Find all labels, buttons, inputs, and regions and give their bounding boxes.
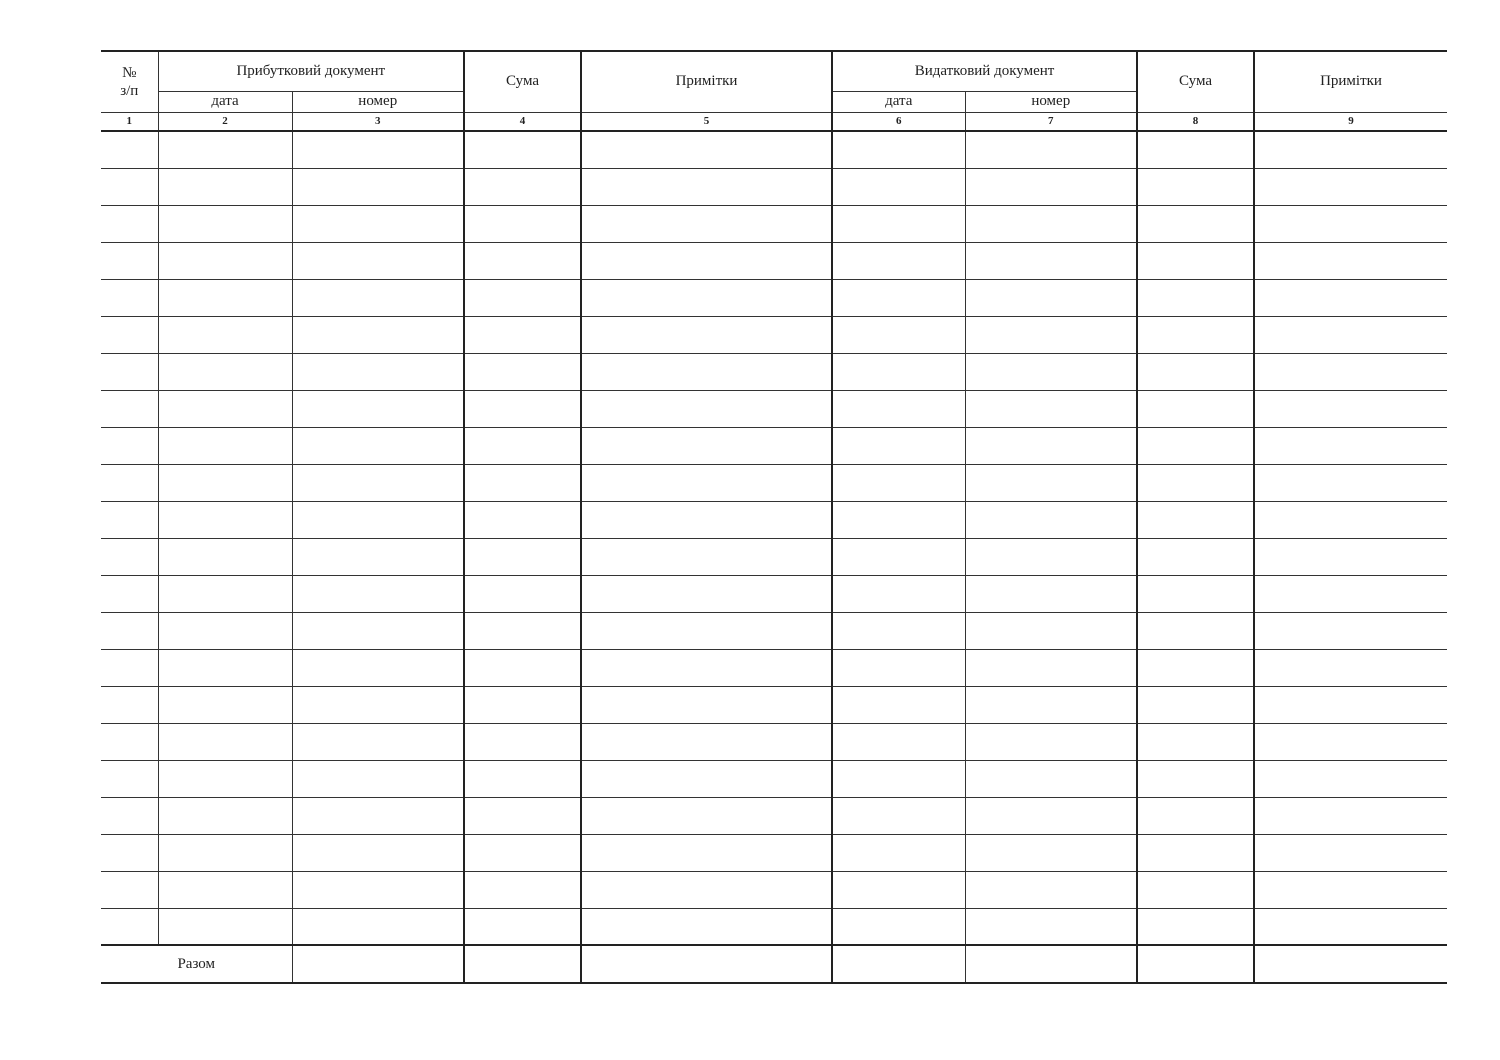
cell-outgoing-notes[interactable] <box>1254 834 1447 871</box>
cell-outgoing-sum[interactable] <box>1137 649 1254 686</box>
cell-incoming-date[interactable] <box>158 612 292 649</box>
cell-outgoing-notes[interactable] <box>1254 279 1447 316</box>
cell-incoming-notes[interactable] <box>581 538 832 575</box>
cell-outgoing-notes[interactable] <box>1254 871 1447 908</box>
cell-incoming-date[interactable] <box>158 575 292 612</box>
cell-outgoing-sum[interactable] <box>1137 686 1254 723</box>
table-row <box>101 390 1447 427</box>
cell-row-number[interactable] <box>101 427 158 464</box>
cell-incoming-notes[interactable] <box>581 760 832 797</box>
cell-incoming-sum[interactable] <box>464 538 581 575</box>
cell-incoming-sum[interactable] <box>464 834 581 871</box>
cell-outgoing-sum[interactable] <box>1137 464 1254 501</box>
cell-row-number[interactable] <box>101 464 158 501</box>
cell-row-number[interactable] <box>101 797 158 834</box>
cell-incoming-sum[interactable] <box>464 797 581 834</box>
cell-incoming-number[interactable] <box>292 612 464 649</box>
cell-incoming-date[interactable] <box>158 871 292 908</box>
cell-row-number[interactable] <box>101 871 158 908</box>
column-number-1: 1 <box>101 112 158 131</box>
cell-incoming-number[interactable] <box>292 427 464 464</box>
cell-incoming-number[interactable] <box>292 390 464 427</box>
cell-outgoing-date[interactable] <box>832 871 965 908</box>
table-row <box>101 686 1447 723</box>
cell-row-number[interactable] <box>101 205 158 242</box>
column-number-6: 6 <box>832 112 965 131</box>
cell-outgoing-sum[interactable] <box>1137 501 1254 538</box>
table-row <box>101 871 1447 908</box>
header-incoming-number: номер <box>292 91 464 112</box>
cell-incoming-number[interactable] <box>292 353 464 390</box>
column-number-2: 2 <box>158 112 292 131</box>
cell-incoming-sum[interactable] <box>464 649 581 686</box>
cell-outgoing-notes[interactable] <box>1254 205 1447 242</box>
cell-outgoing-sum[interactable] <box>1137 316 1254 353</box>
cell-outgoing-date[interactable] <box>832 427 965 464</box>
total-cell-outgoing-sum[interactable] <box>1137 945 1254 983</box>
cell-outgoing-notes[interactable] <box>1254 464 1447 501</box>
cell-row-number[interactable] <box>101 612 158 649</box>
table-row <box>101 538 1447 575</box>
cell-row-number[interactable] <box>101 686 158 723</box>
cell-row-number[interactable] <box>101 760 158 797</box>
cell-outgoing-number[interactable] <box>965 131 1137 168</box>
cell-outgoing-number[interactable] <box>965 797 1137 834</box>
cell-outgoing-number[interactable] <box>965 612 1137 649</box>
cell-outgoing-notes[interactable] <box>1254 390 1447 427</box>
cell-incoming-number[interactable] <box>292 279 464 316</box>
cell-outgoing-sum[interactable] <box>1137 538 1254 575</box>
cell-outgoing-number[interactable] <box>965 538 1137 575</box>
cell-outgoing-sum[interactable] <box>1137 760 1254 797</box>
cell-outgoing-date[interactable] <box>832 279 965 316</box>
cell-outgoing-sum[interactable] <box>1137 390 1254 427</box>
cell-outgoing-number[interactable] <box>965 205 1137 242</box>
cell-outgoing-number[interactable] <box>965 871 1137 908</box>
cell-row-number[interactable] <box>101 908 158 945</box>
cell-incoming-sum[interactable] <box>464 464 581 501</box>
cell-incoming-notes[interactable] <box>581 723 832 760</box>
cell-incoming-notes[interactable] <box>581 205 832 242</box>
cell-outgoing-sum[interactable] <box>1137 205 1254 242</box>
header-outgoing-notes: Примітки <box>1254 51 1447 112</box>
header-outgoing-sum: Сума <box>1137 51 1254 112</box>
cell-incoming-notes[interactable] <box>581 168 832 205</box>
cell-incoming-notes[interactable] <box>581 612 832 649</box>
cell-incoming-sum[interactable] <box>464 760 581 797</box>
header-outgoing-document: Видатковий документ <box>832 51 1137 91</box>
cell-incoming-date[interactable] <box>158 279 292 316</box>
cell-incoming-sum[interactable] <box>464 205 581 242</box>
cell-incoming-date[interactable] <box>158 353 292 390</box>
cell-incoming-sum[interactable] <box>464 908 581 945</box>
cell-incoming-date[interactable] <box>158 908 292 945</box>
cell-outgoing-date[interactable] <box>832 760 965 797</box>
cell-incoming-date[interactable] <box>158 205 292 242</box>
cell-incoming-date[interactable] <box>158 131 292 168</box>
cell-incoming-notes[interactable] <box>581 908 832 945</box>
cell-outgoing-number[interactable] <box>965 279 1137 316</box>
cell-outgoing-sum[interactable] <box>1137 427 1254 464</box>
header-incoming-date: дата <box>158 91 292 112</box>
table-row <box>101 168 1447 205</box>
cell-incoming-notes[interactable] <box>581 834 832 871</box>
cell-incoming-number[interactable] <box>292 871 464 908</box>
total-cell-number[interactable] <box>292 945 464 983</box>
cell-incoming-number[interactable] <box>292 316 464 353</box>
table-row <box>101 834 1447 871</box>
table-row <box>101 131 1447 168</box>
cell-incoming-number[interactable] <box>292 501 464 538</box>
cell-incoming-notes[interactable] <box>581 279 832 316</box>
column-number-5: 5 <box>581 112 832 131</box>
cell-outgoing-sum[interactable] <box>1137 612 1254 649</box>
cell-incoming-notes[interactable] <box>581 390 832 427</box>
cell-incoming-notes[interactable] <box>581 501 832 538</box>
cell-incoming-notes[interactable] <box>581 131 832 168</box>
table-row <box>101 464 1447 501</box>
total-cell-incoming-sum[interactable] <box>464 945 581 983</box>
cell-incoming-date[interactable] <box>158 834 292 871</box>
cell-outgoing-date[interactable] <box>832 649 965 686</box>
table-row <box>101 501 1447 538</box>
cell-outgoing-date[interactable] <box>832 538 965 575</box>
header-outgoing-date: дата <box>832 91 965 112</box>
cell-outgoing-date[interactable] <box>832 834 965 871</box>
cell-row-number[interactable] <box>101 168 158 205</box>
cell-outgoing-date[interactable] <box>832 723 965 760</box>
cell-incoming-notes[interactable] <box>581 427 832 464</box>
cell-outgoing-notes[interactable] <box>1254 686 1447 723</box>
cell-outgoing-number[interactable] <box>965 649 1137 686</box>
cell-outgoing-number[interactable] <box>965 242 1137 279</box>
cell-row-number[interactable] <box>101 723 158 760</box>
cell-outgoing-number[interactable] <box>965 686 1137 723</box>
cell-outgoing-sum[interactable] <box>1137 353 1254 390</box>
total-label: Разом <box>101 945 292 983</box>
header-number-sign: № <box>122 64 137 81</box>
cell-incoming-sum[interactable] <box>464 686 581 723</box>
cell-row-number[interactable] <box>101 649 158 686</box>
cell-incoming-sum[interactable] <box>464 353 581 390</box>
table-row <box>101 242 1447 279</box>
header-incoming-sum: Сума <box>464 51 581 112</box>
cell-incoming-sum[interactable] <box>464 316 581 353</box>
cell-incoming-sum[interactable] <box>464 131 581 168</box>
cell-incoming-notes[interactable] <box>581 353 832 390</box>
cell-incoming-number[interactable] <box>292 464 464 501</box>
cell-incoming-sum[interactable] <box>464 575 581 612</box>
cell-outgoing-date[interactable] <box>832 316 965 353</box>
column-number-row <box>101 112 1447 131</box>
cell-outgoing-sum[interactable] <box>1137 834 1254 871</box>
cell-incoming-number[interactable] <box>292 205 464 242</box>
cell-outgoing-number[interactable] <box>965 353 1137 390</box>
cell-incoming-number[interactable] <box>292 575 464 612</box>
cell-incoming-sum[interactable] <box>464 279 581 316</box>
total-row <box>101 945 1447 983</box>
cell-outgoing-notes[interactable] <box>1254 242 1447 279</box>
cell-outgoing-number[interactable] <box>965 908 1137 945</box>
header-row-main <box>101 51 1447 91</box>
column-number-7: 7 <box>965 112 1137 131</box>
cell-incoming-notes[interactable] <box>581 797 832 834</box>
table-row <box>101 316 1447 353</box>
cell-incoming-sum[interactable] <box>464 501 581 538</box>
cell-outgoing-notes[interactable] <box>1254 316 1447 353</box>
cell-incoming-notes[interactable] <box>581 649 832 686</box>
cell-row-number[interactable] <box>101 316 158 353</box>
cell-row-number[interactable] <box>101 834 158 871</box>
cell-outgoing-notes[interactable] <box>1254 575 1447 612</box>
header-incoming-notes: Примітки <box>581 51 832 112</box>
total-cell-outgoing-date[interactable] <box>832 945 965 983</box>
total-cell-outgoing-number[interactable] <box>965 945 1137 983</box>
cell-outgoing-sum[interactable] <box>1137 279 1254 316</box>
table-row <box>101 353 1447 390</box>
cell-incoming-sum[interactable] <box>464 871 581 908</box>
cell-incoming-date[interactable] <box>158 649 292 686</box>
cell-outgoing-sum[interactable] <box>1137 908 1254 945</box>
table-row <box>101 279 1447 316</box>
cell-outgoing-date[interactable] <box>832 686 965 723</box>
cell-row-number[interactable] <box>101 353 158 390</box>
cell-outgoing-sum[interactable] <box>1137 168 1254 205</box>
cell-outgoing-date[interactable] <box>832 612 965 649</box>
cell-outgoing-date[interactable] <box>832 908 965 945</box>
header-outgoing-number: номер <box>965 91 1137 112</box>
cell-outgoing-date[interactable] <box>832 168 965 205</box>
header-row-number <box>101 51 158 112</box>
cell-incoming-number[interactable] <box>292 538 464 575</box>
cell-outgoing-notes[interactable] <box>1254 353 1447 390</box>
cell-incoming-number[interactable] <box>292 723 464 760</box>
cell-outgoing-sum[interactable] <box>1137 797 1254 834</box>
cell-outgoing-notes[interactable] <box>1254 908 1447 945</box>
cell-incoming-sum[interactable] <box>464 390 581 427</box>
cash-register-table <box>101 50 1447 984</box>
cell-outgoing-notes[interactable] <box>1254 649 1447 686</box>
cell-outgoing-date[interactable] <box>832 353 965 390</box>
cell-incoming-number[interactable] <box>292 908 464 945</box>
table-row <box>101 797 1447 834</box>
cell-outgoing-number[interactable] <box>965 575 1137 612</box>
cell-incoming-notes[interactable] <box>581 871 832 908</box>
table-row <box>101 908 1447 945</box>
cell-outgoing-number[interactable] <box>965 834 1137 871</box>
cell-outgoing-sum[interactable] <box>1137 871 1254 908</box>
cell-incoming-number[interactable] <box>292 686 464 723</box>
cell-row-number[interactable] <box>101 538 158 575</box>
cell-incoming-date[interactable] <box>158 501 292 538</box>
cell-incoming-notes[interactable] <box>581 316 832 353</box>
cell-incoming-date[interactable] <box>158 797 292 834</box>
cell-outgoing-date[interactable] <box>832 205 965 242</box>
cell-outgoing-number[interactable] <box>965 760 1137 797</box>
cell-incoming-sum[interactable] <box>464 612 581 649</box>
cell-incoming-number[interactable] <box>292 242 464 279</box>
cell-incoming-number[interactable] <box>292 168 464 205</box>
cell-outgoing-number[interactable] <box>965 427 1137 464</box>
cell-incoming-sum[interactable] <box>464 427 581 464</box>
cell-incoming-sum[interactable] <box>464 723 581 760</box>
cell-incoming-date[interactable] <box>158 316 292 353</box>
cell-outgoing-notes[interactable] <box>1254 612 1447 649</box>
cell-outgoing-date[interactable] <box>832 464 965 501</box>
cell-incoming-number[interactable] <box>292 834 464 871</box>
cell-incoming-notes[interactable] <box>581 686 832 723</box>
table-row <box>101 427 1447 464</box>
cell-outgoing-notes[interactable] <box>1254 131 1447 168</box>
cell-outgoing-date[interactable] <box>832 390 965 427</box>
cell-incoming-number[interactable] <box>292 649 464 686</box>
cell-outgoing-number[interactable] <box>965 316 1137 353</box>
cell-incoming-date[interactable] <box>158 168 292 205</box>
table-row <box>101 723 1447 760</box>
table-row <box>101 760 1447 797</box>
cell-outgoing-sum[interactable] <box>1137 242 1254 279</box>
cell-row-number[interactable] <box>101 575 158 612</box>
cell-incoming-number[interactable] <box>292 797 464 834</box>
cell-incoming-sum[interactable] <box>464 242 581 279</box>
cell-outgoing-sum[interactable] <box>1137 131 1254 168</box>
cell-outgoing-number[interactable] <box>965 390 1137 427</box>
total-cell-incoming-notes[interactable] <box>581 945 832 983</box>
total-cell-outgoing-notes[interactable] <box>1254 945 1447 983</box>
cell-incoming-date[interactable] <box>158 464 292 501</box>
cell-incoming-notes[interactable] <box>581 575 832 612</box>
header-number-abbr: з/п <box>120 82 139 99</box>
cell-incoming-date[interactable] <box>158 427 292 464</box>
cell-outgoing-sum[interactable] <box>1137 575 1254 612</box>
cell-outgoing-date[interactable] <box>832 797 965 834</box>
cell-row-number[interactable] <box>101 131 158 168</box>
cell-outgoing-notes[interactable] <box>1254 168 1447 205</box>
cell-outgoing-date[interactable] <box>832 501 965 538</box>
cell-outgoing-number[interactable] <box>965 168 1137 205</box>
table-row <box>101 649 1447 686</box>
header-incoming-document: Прибутковий документ <box>158 51 464 91</box>
cell-row-number[interactable] <box>101 279 158 316</box>
cell-outgoing-sum[interactable] <box>1137 723 1254 760</box>
cell-incoming-date[interactable] <box>158 390 292 427</box>
column-number-4: 4 <box>464 112 581 131</box>
cell-outgoing-number[interactable] <box>965 464 1137 501</box>
cell-incoming-date[interactable] <box>158 686 292 723</box>
cell-incoming-date[interactable] <box>158 538 292 575</box>
cell-incoming-sum[interactable] <box>464 168 581 205</box>
table-row <box>101 575 1447 612</box>
cell-outgoing-notes[interactable] <box>1254 797 1447 834</box>
cell-outgoing-number[interactable] <box>965 723 1137 760</box>
cell-row-number[interactable] <box>101 501 158 538</box>
column-number-9: 9 <box>1254 112 1447 131</box>
column-number-3: 3 <box>292 112 464 131</box>
cell-outgoing-notes[interactable] <box>1254 427 1447 464</box>
column-number-8: 8 <box>1137 112 1254 131</box>
cell-outgoing-date[interactable] <box>832 575 965 612</box>
cell-outgoing-date[interactable] <box>832 131 965 168</box>
cell-outgoing-date[interactable] <box>832 242 965 279</box>
cell-incoming-number[interactable] <box>292 760 464 797</box>
cell-outgoing-notes[interactable] <box>1254 723 1447 760</box>
cell-incoming-date[interactable] <box>158 242 292 279</box>
cell-incoming-date[interactable] <box>158 723 292 760</box>
cell-outgoing-notes[interactable] <box>1254 538 1447 575</box>
cell-outgoing-notes[interactable] <box>1254 760 1447 797</box>
table-row <box>101 612 1447 649</box>
cell-incoming-notes[interactable] <box>581 242 832 279</box>
cell-outgoing-notes[interactable] <box>1254 501 1447 538</box>
cell-outgoing-number[interactable] <box>965 501 1137 538</box>
cell-incoming-notes[interactable] <box>581 464 832 501</box>
cell-row-number[interactable] <box>101 390 158 427</box>
cell-incoming-date[interactable] <box>158 760 292 797</box>
cell-incoming-number[interactable] <box>292 131 464 168</box>
cell-row-number[interactable] <box>101 242 158 279</box>
table-row <box>101 205 1447 242</box>
